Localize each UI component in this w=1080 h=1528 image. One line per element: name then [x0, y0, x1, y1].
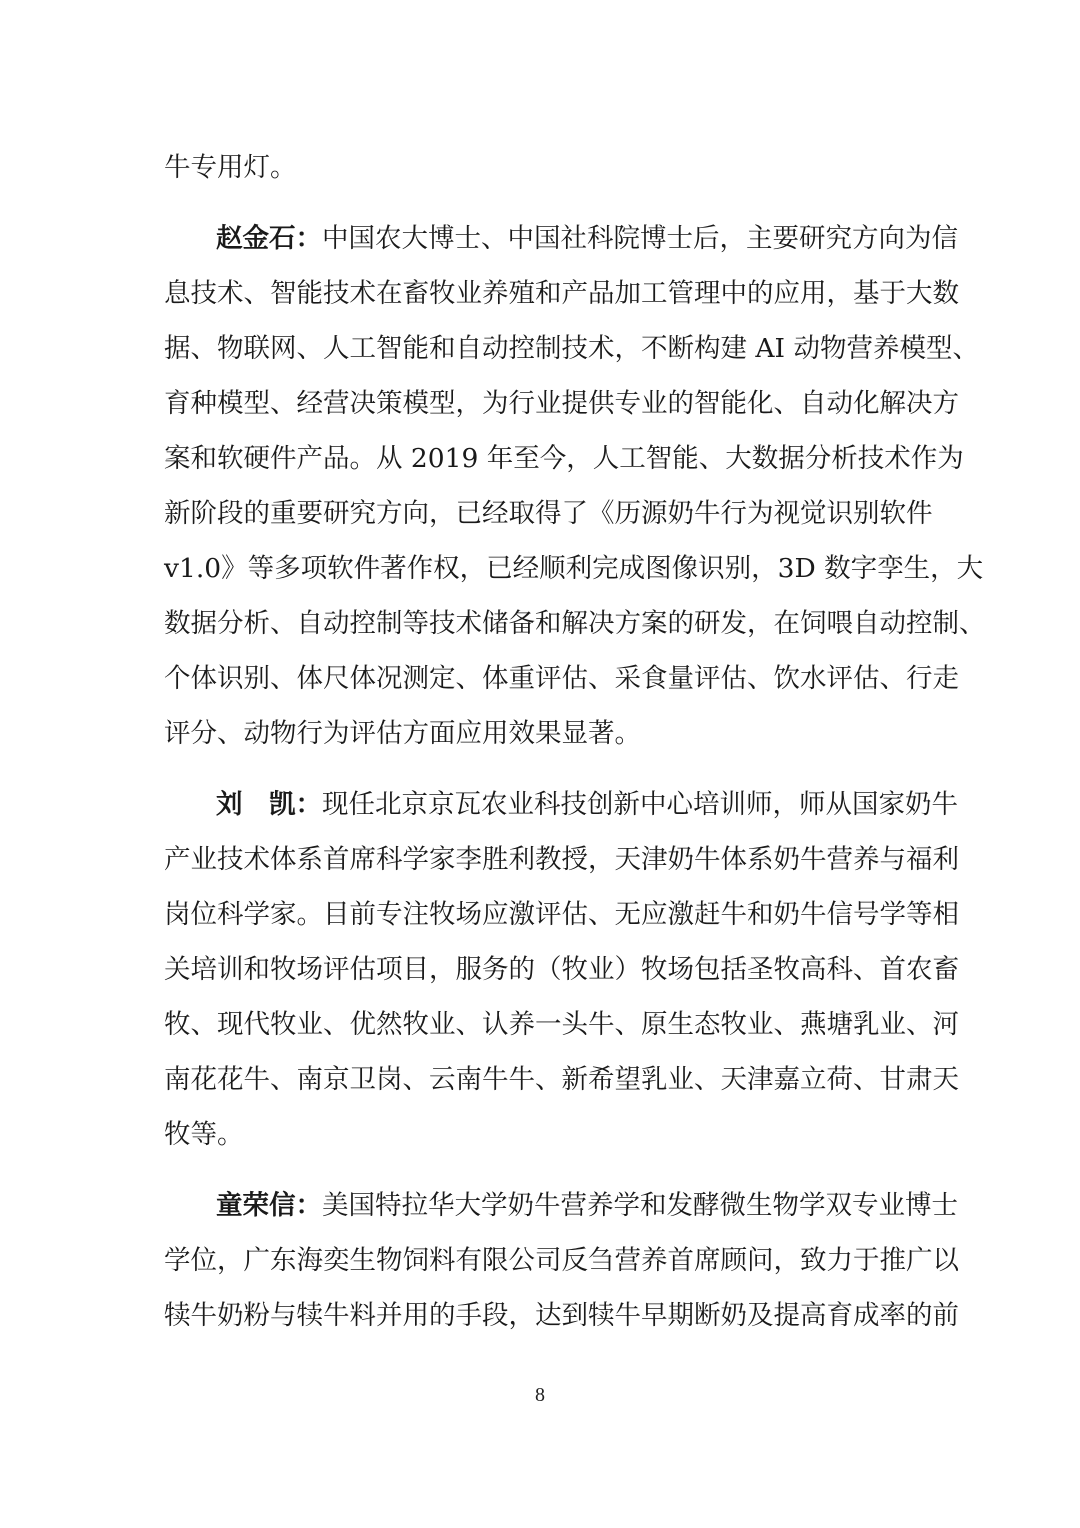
- body-text: [164, 140, 986, 1343]
- paragraph-line: 学位，广东海奕生物饲料有限公司反刍营养首席顾问，致力于推广以: [164, 1245, 959, 1276]
- bio-paragraph-zhao: [164, 211, 986, 761]
- paragraph-line: 刘 凯：现任北京京瓦农业科技创新中心培训师，师从国家奶牛: [216, 789, 958, 820]
- paragraph-line: 犊牛奶粉与犊牛料并用的手段，达到犊牛早期断奶及提高育成率的前: [164, 1300, 959, 1331]
- paragraph-line: 息技术、智能技术在畜牧业养殖和产品加工管理中的应用，基于大数: [164, 278, 959, 309]
- lead-line: 牛专用灯。: [164, 152, 297, 183]
- person-name: 赵金石：: [216, 223, 322, 254]
- paragraph-line: 南花花牛、南京卫岗、云南牛牛、新希望乳业、天津嘉立荷、甘肃天: [164, 1064, 959, 1095]
- paragraph-line: 童荣信：美国特拉华大学奶牛营养学和发酵微生物学双专业博士: [216, 1190, 958, 1221]
- person-name: 刘 凯：: [216, 789, 322, 820]
- person-name: 童荣信：: [216, 1190, 322, 1221]
- paragraph-line: 产业技术体系首席科学家李胜利教授，天津奶牛体系奶牛营养与福利: [164, 844, 959, 875]
- paragraph-line: 评分、动物行为评估方面应用效果显著。: [164, 718, 641, 749]
- paragraph-line: 关培训和牧场评估项目，服务的（牧业）牧场包括圣牧高科、首农畜: [164, 954, 959, 985]
- paragraph-line: 牧等。: [164, 1119, 244, 1150]
- paragraph-line: v1.0》等多项软件著作权，已经顺利完成图像识别，3D 数字孪生，大: [164, 553, 984, 584]
- paragraph-line: 赵金石：中国农大博士、中国社科院博士后，主要研究方向为信: [216, 223, 958, 254]
- page-number: 8: [535, 1384, 545, 1406]
- paragraph-line: 据、物联网、人工智能和自动控制技术，不断构建 AI 动物营养模型、: [164, 333, 979, 364]
- paragraph-line: 数据分析、自动控制等技术储备和解决方案的研发，在饲喂自动控制、: [164, 608, 986, 639]
- paragraph-line: 案和软硬件产品。从 2019 年至今，人工智能、大数据分析技术作为: [164, 443, 964, 474]
- paragraph-line: 牧、现代牧业、优然牧业、认养一头牛、原生态牧业、燕塘乳业、河: [164, 1009, 959, 1040]
- paragraph-line: 育种模型、经营决策模型，为行业提供专业的智能化、自动化解决方: [164, 388, 959, 419]
- paragraph-line: 岗位科学家。目前专注牧场应激评估、无应激赶牛和奶牛信号学等相: [164, 899, 959, 930]
- bio-paragraph-tong: [164, 1178, 959, 1343]
- paragraph-line: 个体识别、体尺体况测定、体重评估、采食量评估、饮水评估、行走: [164, 663, 959, 694]
- bio-paragraph-liu: [164, 777, 959, 1162]
- paragraph-line: 新阶段的重要研究方向，已经取得了《历源奶牛行为视觉识别软件: [164, 498, 933, 529]
